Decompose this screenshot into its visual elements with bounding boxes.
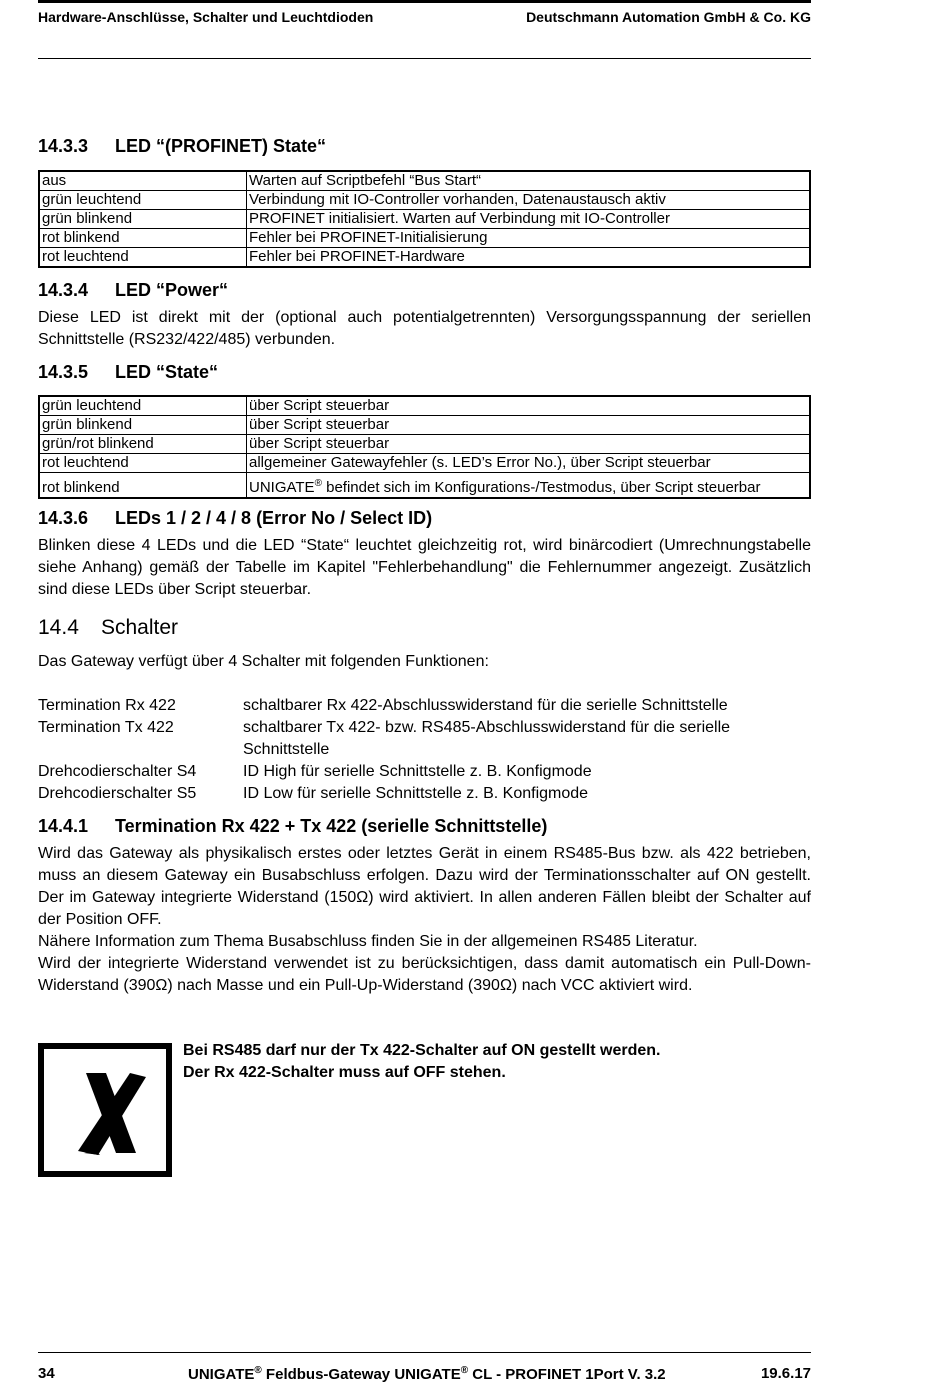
- switch-function: ID High für serielle Schnittstelle z. B. Konfigmode: [243, 763, 592, 780]
- switch-name: Termination Tx 422: [38, 719, 174, 736]
- table-row: [39, 473, 810, 499]
- led-meaning-cell: allgemeiner Gatewayfehler (s. LED’s Error No.), über Script steuerbar: [247, 454, 811, 473]
- power-led-description: [38, 307, 811, 351]
- heading-14-4-1: [38, 816, 547, 837]
- led-state-cell: rot leuchtend: [39, 248, 247, 268]
- section-number: 14.3.3: [38, 136, 89, 156]
- section-number: 14.4: [38, 616, 79, 639]
- cell-text: befindet sich im Konfigurations-/Testmodus, über Script steuerbar: [321, 479, 761, 496]
- termination-description: [38, 843, 811, 997]
- led-meaning-cell: Verbindung mit IO-Controller vorhanden, Datenaustausch aktiv: [247, 191, 811, 210]
- led-meaning-cell: Warten auf Scriptbefehl “Bus Start“: [247, 171, 811, 191]
- heading-14-3-4: [38, 280, 228, 301]
- led-state-cell: grün leuchtend: [39, 396, 247, 416]
- paragraph: Diese LED ist direkt mit der (optional auch potentialgetrennten) Versorgungsspannung der seriellen Schnittstelle (RS232/422/485) verbunden.: [38, 309, 811, 348]
- footer-date: 19.6.17: [760, 1365, 811, 1382]
- led-state-cell: rot blinkend: [39, 229, 247, 248]
- led-meaning-cell: PROFINET initialisiert. Warten auf Verbindung mit IO-Controller: [247, 210, 811, 229]
- heading-14-4: [38, 616, 178, 640]
- paragraph: Wird das Gateway als physikalisch erstes oder letztes Gerät in einem RS485-Bus bzw. als 422 betrieben, muss an diesem Gateway ein Busabschluss erfolgen. Dazu wird der Terminationsschalter auf ON gestellt. Der im Gateway integrierte Widerstand (150Ω) wird aktiviert. In allen anderen Fällen bleibt der Schalter auf der Position OFF.: [38, 845, 811, 928]
- header-rule: [38, 58, 811, 59]
- registered-mark: ®: [314, 478, 322, 489]
- heading-14-3-5: [38, 362, 218, 383]
- table-row: [39, 229, 810, 248]
- switch-name: Termination Rx 422: [38, 697, 176, 714]
- header-top-bar: [38, 0, 811, 3]
- profinet-state-table: [38, 170, 811, 268]
- section-number: 14.4.1: [38, 816, 89, 836]
- heading-14-3-3: [38, 136, 326, 157]
- table-row: [39, 248, 810, 268]
- table-row: [39, 171, 810, 191]
- header-chapter-title: Hardware-Anschlüsse, Schalter und Leuchtdioden: [38, 9, 374, 25]
- section-title: LEDs 1 / 2 / 4 / 8 (Error No / Select ID): [115, 508, 433, 528]
- registered-mark: ®: [460, 1365, 469, 1376]
- section-title: LED “(PROFINET) State“: [115, 136, 327, 156]
- footer-text: Feldbus-Gateway: [261, 1366, 395, 1383]
- table-row: [39, 191, 810, 210]
- switch-list: [38, 695, 811, 805]
- led-meaning-cell: [247, 473, 811, 499]
- led-state-cell: grün blinkend: [39, 210, 247, 229]
- table-row: [39, 454, 810, 473]
- led-meaning-cell: Fehler bei PROFINET-Hardware: [247, 248, 811, 268]
- led-state-cell: rot leuchtend: [39, 454, 247, 473]
- led-meaning-cell: Fehler bei PROFINET-Initialisierung: [247, 229, 811, 248]
- led-state-cell: aus: [39, 171, 247, 191]
- table-row: [39, 210, 810, 229]
- switch-name: Drehcodierschalter S4: [38, 763, 197, 780]
- list-item: [38, 783, 811, 805]
- list-item: [38, 717, 811, 761]
- section-title: LED “Power“: [115, 280, 229, 300]
- section-title: Termination Rx 422 + Tx 422 (serielle Schnittstelle): [115, 816, 548, 836]
- warning-text: [183, 1040, 660, 1084]
- section-title: Schalter: [101, 616, 179, 639]
- led-state-cell: grün/rot blinkend: [39, 435, 247, 454]
- footer-rule: [38, 1352, 811, 1353]
- registered-mark: ®: [254, 1365, 262, 1376]
- x-warning-icon: [38, 1043, 172, 1177]
- paragraph: Blinken diese 4 LEDs und die LED “State“ leuchtet gleichzeitig rot, wird binärcodiert (Umrechnungstabelle siehe Anhang) gemäß der Tabelle im Kapitel "Fehlerbehandlung" die Fehlernummer angezeigt. Zusätzlich sind diese LEDs über Script steuerbar.: [38, 537, 811, 598]
- led-meaning-cell: über Script steuerbar: [247, 435, 811, 454]
- paragraph: Nähere Information zum Thema Busabschluss finden Sie in der allgemeinen RS485 Literatur.: [38, 933, 698, 950]
- state-led-table: [38, 395, 811, 499]
- led-meaning-cell: über Script steuerbar: [247, 396, 811, 416]
- section-title: LED “State“: [115, 362, 219, 382]
- switch-intro: [38, 651, 811, 673]
- warning-line: Bei RS485 darf nur der Tx 422-Schalter auf ON gestellt werden.: [183, 1042, 661, 1059]
- table-row: [39, 435, 810, 454]
- led-state-cell: rot blinkend: [39, 473, 247, 499]
- table-row: [39, 416, 810, 435]
- switch-function: ID Low für serielle Schnittstelle z. B. Konfigmode: [243, 785, 589, 802]
- paragraph: Wird der integrierte Widerstand verwendet ist zu berücksichtigen, dass damit automatisch ein Pull-Down-Widerstand (390Ω) nach Masse und ein Pull-Up-Widerstand (390Ω) nach VCC aktiviert wird.: [38, 955, 811, 994]
- switch-function: schaltbarer Tx 422- bzw. RS485-Abschlusswiderstand für die serielle Schnittstelle: [243, 719, 731, 758]
- brand-name: UNIGATE: [394, 1366, 461, 1383]
- section-number: 14.3.5: [38, 362, 89, 382]
- led-state-cell: grün leuchtend: [39, 191, 247, 210]
- list-item: [38, 761, 811, 783]
- led-state-cell: grün blinkend: [39, 416, 247, 435]
- page-number: 34: [38, 1365, 55, 1382]
- switch-name: Drehcodierschalter S5: [38, 785, 197, 802]
- brand-name: UNIGATE: [188, 1366, 255, 1383]
- footer-text: CL - PROFINET 1Port V. 3.2: [468, 1366, 666, 1383]
- table-row: [39, 396, 810, 416]
- warning-line: Der Rx 422-Schalter muss auf OFF stehen.: [183, 1064, 506, 1081]
- header-company: Deutschmann Automation GmbH & Co. KG: [526, 9, 811, 25]
- heading-14-3-6: [38, 508, 432, 529]
- paragraph: Das Gateway verfügt über 4 Schalter mit folgenden Funktionen:: [38, 653, 489, 670]
- footer-product: [188, 1365, 666, 1383]
- section-number: 14.3.4: [38, 280, 89, 300]
- error-led-description: [38, 535, 811, 601]
- switch-function: schaltbarer Rx 422-Abschlusswiderstand für die serielle Schnittstelle: [243, 697, 728, 714]
- list-item: [38, 695, 811, 717]
- brand-name: UNIGATE: [249, 479, 315, 496]
- section-number: 14.3.6: [38, 508, 89, 528]
- led-meaning-cell: über Script steuerbar: [247, 416, 811, 435]
